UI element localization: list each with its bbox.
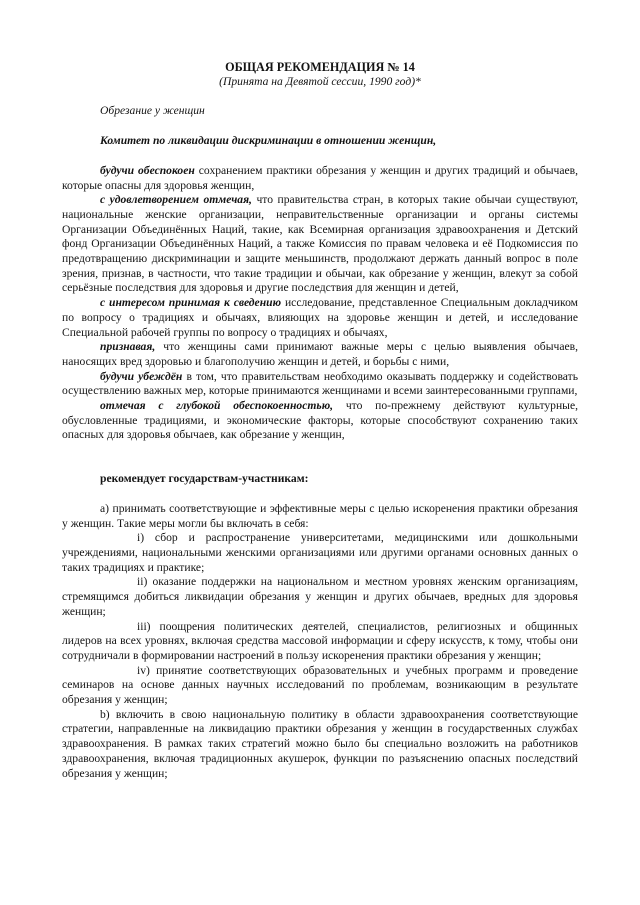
document-subtitle: (Принята на Девятой сессии, 1990 год)*: [219, 74, 421, 88]
document-title: ОБЩАЯ РЕКОМЕНДАЦИЯ № 14: [225, 60, 415, 74]
preamble-paragraph: [62, 340, 578, 369]
preamble-paragraph: [62, 296, 578, 340]
preamble-text: исследование, представленное Специальным докладчиком по вопросу о традициях и обычаях, влияющих на здоровье женщин и детей, и исследование Специальной рабочей группы по вопросу о традициях и обычаях,: [62, 296, 579, 339]
preamble-paragraph: [62, 399, 578, 443]
recommendation-a-item: ii) оказание поддержки на национальном и местном уровнях женским организациям, стремящимся добиться ликвидации обрезания у женщин и других обычаев, вредных для здоровья женщин;: [62, 575, 578, 618]
preamble: [62, 164, 578, 443]
preamble-text: сохранением практики обрезания у женщин и других традиций и обычаев, которые опасны для здоровья женщин,: [62, 163, 579, 192]
preamble-lead: признавая,: [100, 340, 156, 354]
preamble-lead: с интересом принимая к сведению: [100, 296, 282, 310]
preamble-paragraph: [62, 193, 578, 296]
preamble-text: что женщины сами принимают важные меры с целью выявления обычаев, наносящих вред здоровью и благополучию женщин и детей, и борьбы с ними,: [62, 340, 578, 368]
recommendation-a-item: iii) поощрения политических деятелей, специалистов, религиозных и общинных лидеров на всех уровнях, включая средства массовой информации и сферу искусств, к тому, чтобы они сотрудничали в формировании настроений в пользу искоренения практики обрезания у женщин;: [62, 619, 578, 662]
preamble-lead: с удовлетворением отмечая,: [100, 193, 252, 207]
document-page: [62, 60, 578, 781]
preamble-paragraph: [62, 164, 578, 193]
preamble-paragraph: [62, 370, 578, 399]
recommendations: [62, 502, 578, 781]
committee-heading: Комитет по ликвидации дискриминации в отношении женщин,: [100, 134, 437, 148]
recommendation-a: a) принимать соответствующие и эффективные меры с целью искоренения практики обрезания у женщин. Такие меры могли бы включать в себя:: [62, 501, 578, 530]
preamble-text: в том, что правительствам необходимо оказывать поддержку и содействовать осуществлению важных мер, которые принимаются женщинами и всеми заинтересованными группами,: [62, 369, 578, 398]
document-topic: Обрезание у женщин: [100, 104, 205, 118]
preamble-text: что правительства стран, в которых такие обычаи существуют, национальные женские организации, неправительственные организации и органы системы Организации Объединённых Наций, такие, как Всемирная организация здравоохранения и Детский фонд Организации Объединённых Наций, а также Комиссия по правам человека и её Подкомиссия по предотвращению дискриминации и защите меньшинств, продолжают держать данный вопрос в поле зрения, признав, в частности, что такие традиции и обычаи, как обрезание у женщин, влекут за собой серьёзные последствия для здоровья и другие последствия для женщин и детей,: [62, 193, 578, 295]
recommendation-a-item: iv) принятие соответствующих образовательных и учебных программ и проведение семинаров на основе данных научных исследований по проблемам, возникающим в результате обрезания у женщин;: [62, 663, 578, 707]
recommendation-b: b) включить в свою национальную политику в области здравоохранения соответствующие стратегии, направленные на ликвидацию практики обрезания у женщин в государственных службах здравоохранения. В рамках таких стратегий можно было бы специально возложить на работников здравоохранения, включая традиционных акушерок, функции по разъяснению опасных последствий обрезания у женщин;: [62, 707, 578, 780]
recommends-heading: рекомендует государствам-участникам:: [100, 472, 309, 486]
preamble-lead: будучи убеждён: [100, 369, 183, 383]
recommendation-a-item: i) сбор и распространение университетами, медицинскими или дошкольными учреждениями, национальными женскими организациями или другими органами основных данных о таких традициях и практике;: [62, 531, 578, 574]
preamble-lead: отмечая с глубокой обеспокоенностью,: [100, 399, 334, 413]
preamble-text: что по-прежнему действуют культурные, обусловленные традициями, и экономические факторы, которые способствуют сохранению таких опасных для здоровья обычаев, как обрезание у женщин,: [62, 399, 579, 442]
preamble-lead: будучи обеспокоен: [100, 163, 195, 177]
